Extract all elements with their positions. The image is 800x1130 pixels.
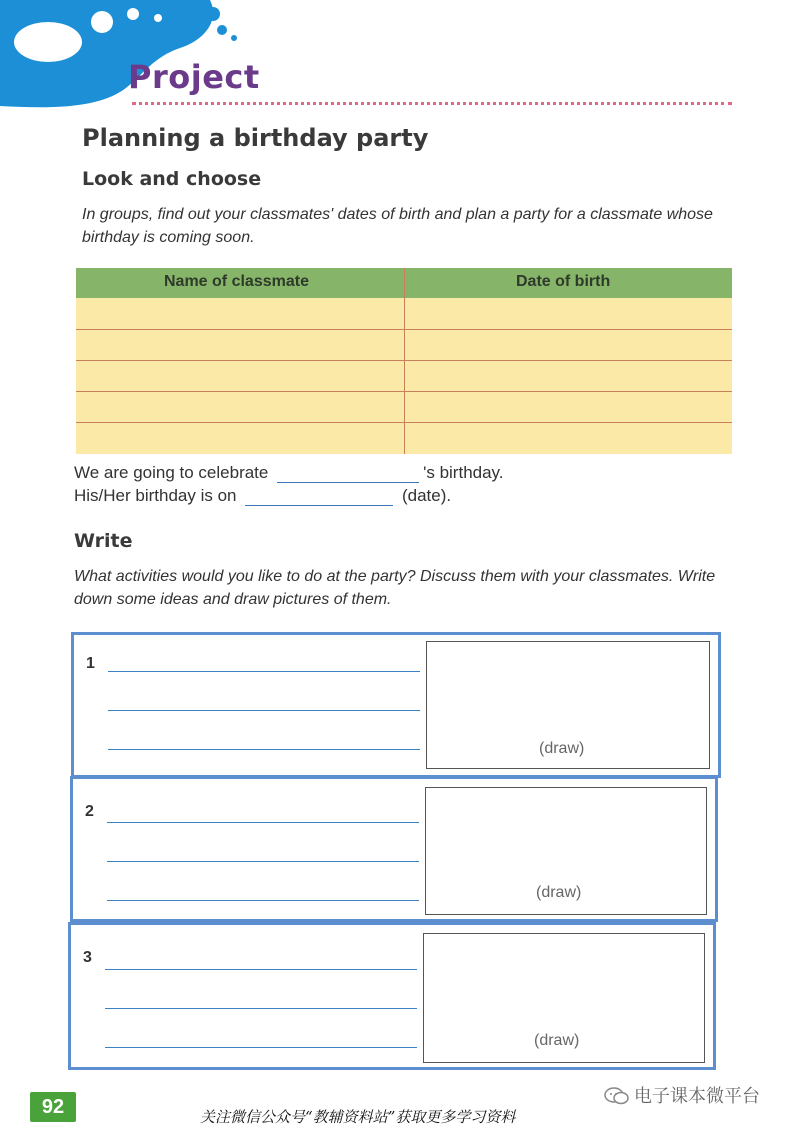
table-cell-date[interactable] [405,392,732,422]
write-box-3 [68,922,716,1070]
writing-line[interactable] [107,861,419,862]
write-box-1 [71,632,721,778]
header-dotted-divider [132,102,732,105]
draw-area[interactable] [423,933,705,1063]
draw-area[interactable] [425,787,707,915]
page-number-badge: 92 [30,1092,76,1122]
look-and-choose-heading: Look and choose [82,168,262,190]
watermark-text: 电子课本微平台 [634,1086,760,1106]
birthday-date-sentence [74,486,451,506]
table-cell-date[interactable] [405,298,732,329]
project-label: Project [128,58,260,96]
date-hint: (date). [401,486,452,505]
wechat-icon [604,1086,630,1106]
writing-line[interactable] [108,749,420,750]
write-box-number: 2 [85,803,94,820]
table-cell-name[interactable] [76,392,404,422]
draw-label: (draw) [534,1032,580,1049]
write-instruction: What activities would you like to do at the party? Discuss them with your classmates. Write down some ideas and draw pictures of them. [74,568,716,608]
classmate-name-blank[interactable] [277,464,419,483]
table-cell-date[interactable] [405,330,732,360]
write-heading: Write [74,530,133,552]
birthday-on-text: His/Her birthday is on [74,486,237,505]
writing-line[interactable] [107,900,419,901]
celebrate-text: We are going to celebrate [74,463,269,482]
classmates-table [76,268,732,454]
writing-line[interactable] [108,710,420,711]
birthday-date-blank[interactable] [245,487,393,506]
draw-label: (draw) [539,740,585,757]
column-header-date: Date of birth [516,273,611,290]
table-cell-date[interactable] [405,423,732,454]
write-box-number: 1 [86,655,95,672]
footer-note: 关注微信公众号“教辅资料站”获取更多学习资料 [200,1108,516,1126]
write-box-2 [70,776,718,922]
draw-area[interactable] [426,641,710,769]
writing-line[interactable] [105,1008,417,1009]
draw-label: (draw) [536,884,582,901]
write-box-number: 3 [83,949,92,966]
page-title: Planning a birthday party [82,124,429,152]
writing-line[interactable] [105,969,417,970]
look-and-choose-instruction: In groups, find out your classmates' dates of birth and plan a party for a classmate whose birthday is coming soon. [82,206,713,246]
table-cell-name[interactable] [76,298,404,329]
birthday-suffix: 's birthday. [423,463,504,482]
table-cell-name[interactable] [76,423,404,454]
column-header-name: Name of classmate [164,273,309,290]
table-cell-name[interactable] [76,361,404,391]
table-cell-date[interactable] [405,361,732,391]
writing-line[interactable] [105,1047,417,1048]
celebrate-sentence [74,463,504,483]
writing-line[interactable] [108,671,420,672]
writing-line[interactable] [107,822,419,823]
table-cell-name[interactable] [76,330,404,360]
